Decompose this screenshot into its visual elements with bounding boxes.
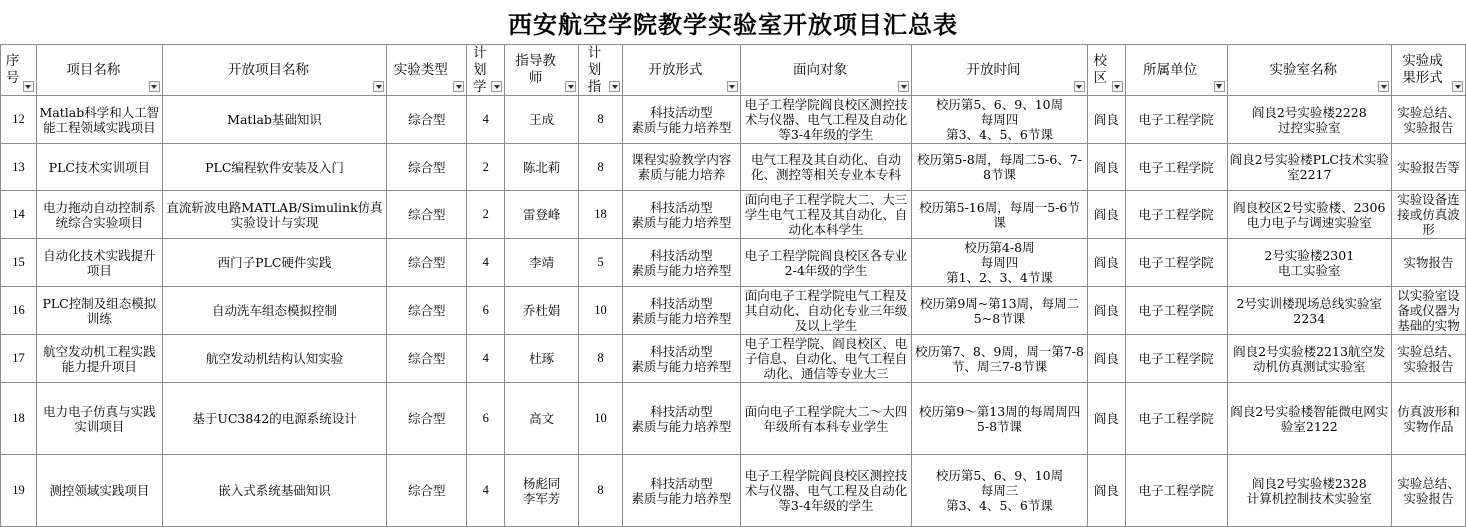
result-form: 实验设备连接或仿真波形 xyxy=(1397,192,1460,237)
department: 电子工程学院 xyxy=(1138,483,1214,498)
campus: 阎良 xyxy=(1093,411,1119,426)
filter-dropdown-icon[interactable] xyxy=(727,81,738,92)
instructor: 王成 xyxy=(529,112,555,127)
column-header-label: 开放时间 xyxy=(966,61,1021,78)
result-form-cell[interactable] xyxy=(1392,239,1466,287)
open-project-name: PLC编程软件安装及入门 xyxy=(205,159,344,175)
result-form: 实物报告 xyxy=(1403,255,1454,270)
project-name-cell[interactable] xyxy=(36,383,162,455)
project-name-cell[interactable] xyxy=(36,191,162,239)
open-project-name: 西门子PLC硬件实践 xyxy=(217,255,332,270)
open-time: 校历第5-8周，每周二5-6、7-8节课 xyxy=(917,152,1082,182)
planned-students-cell[interactable] xyxy=(579,287,623,335)
open-project-name-cell[interactable] xyxy=(162,96,387,144)
column-header xyxy=(36,45,162,96)
column-header xyxy=(1227,45,1392,96)
target-audience-cell[interactable] xyxy=(740,239,912,287)
result-form-cell[interactable] xyxy=(1392,96,1466,144)
row-number: 13 xyxy=(12,159,25,174)
column-header xyxy=(1392,45,1466,96)
planned-students-cell[interactable] xyxy=(579,96,623,144)
open-project-name-cell[interactable] xyxy=(162,335,387,383)
lab-type: 综合型 xyxy=(408,483,446,498)
open-time: 校历第4-8周 每周四 第1、2、3、4节课 xyxy=(946,240,1053,285)
open-time: 校历第9周~第13周，每周二5~8节课 xyxy=(919,295,1080,326)
instructor: 李靖 xyxy=(529,255,555,270)
column-header-label: 实验类型 xyxy=(393,61,448,78)
row-number-cell[interactable] xyxy=(1,383,37,455)
lab-name-cell[interactable] xyxy=(1227,335,1392,383)
open-project-name: 航空发动机结构认知实验 xyxy=(205,351,344,366)
result-form-cell[interactable] xyxy=(1392,335,1466,383)
open-form: 课程实验教学内容 素质与能力培养 xyxy=(631,152,732,182)
open-form-cell[interactable] xyxy=(623,191,741,239)
planned-students: 18 xyxy=(594,207,607,221)
planned-students-cell[interactable] xyxy=(579,239,623,287)
project-name: 测控领域实践项目 xyxy=(49,483,150,498)
filter-dropdown-icon[interactable] xyxy=(1452,81,1463,92)
target-audience-cell[interactable] xyxy=(740,455,912,527)
column-header-label: 开放项目名称 xyxy=(228,61,310,78)
open-project-name-cell[interactable] xyxy=(162,287,387,335)
target-audience: 面向电子工程学院大二、大三学生电气工程及其自动化、自动化本科学生 xyxy=(744,192,908,237)
open-form-cell[interactable] xyxy=(623,96,741,144)
lab-type-cell[interactable] xyxy=(387,383,467,455)
row-number-cell[interactable] xyxy=(1,335,37,383)
planned-hours-cell[interactable] xyxy=(467,455,505,527)
project-name: Matlab科学和人工智能工程领域实践项目 xyxy=(39,104,160,135)
planned-students-cell[interactable] xyxy=(579,335,623,383)
table-row xyxy=(1,383,1466,455)
row-number-cell[interactable] xyxy=(1,239,37,287)
open-form-cell[interactable] xyxy=(623,335,741,383)
planned-hours-cell[interactable] xyxy=(467,335,505,383)
planned-students: 10 xyxy=(594,411,607,425)
project-name-cell[interactable] xyxy=(36,144,162,191)
planned-students: 8 xyxy=(597,112,604,126)
target-audience: 电子工程学院、阎良校区、电子信息、自动化、电气工程自动化、通信等专业大三 xyxy=(744,336,908,381)
open-project-name-cell[interactable] xyxy=(162,191,387,239)
row-number-cell[interactable] xyxy=(1,191,37,239)
campus: 阎良 xyxy=(1093,303,1119,318)
department-cell[interactable] xyxy=(1125,144,1227,191)
lab-name: 阎良2号实验楼PLC技术实验室2217 xyxy=(1229,152,1389,182)
table-row xyxy=(1,96,1466,144)
open-time-cell[interactable] xyxy=(912,287,1088,335)
column-header-label: 序号 xyxy=(5,53,20,86)
lab-name: 阎良2号实验楼2328 计算机控制技术实验室 xyxy=(1246,475,1372,506)
department-cell[interactable] xyxy=(1125,191,1227,239)
table-row xyxy=(1,239,1466,287)
open-time-cell[interactable] xyxy=(912,144,1088,191)
instructor: 乔杜娟 xyxy=(522,303,561,318)
row-number: 19 xyxy=(12,483,25,497)
department-cell[interactable] xyxy=(1125,96,1227,144)
project-name: 自动化技术实践提升项目 xyxy=(43,247,156,278)
filter-dropdown-icon[interactable] xyxy=(453,81,464,92)
instructor-cell[interactable] xyxy=(505,191,579,239)
result-form: 以实验室设备或仪器为基础的实物 xyxy=(1397,288,1460,333)
project-name-cell[interactable] xyxy=(36,335,162,383)
column-header-label: 计划学 xyxy=(472,45,487,95)
table-row xyxy=(1,144,1466,191)
row-number-cell[interactable] xyxy=(1,96,37,144)
lab-name: 阎良2号实验楼智能微电网实验室2122 xyxy=(1230,403,1389,434)
lab-type-cell[interactable] xyxy=(387,455,467,527)
open-time-cell[interactable] xyxy=(912,96,1088,144)
column-header xyxy=(912,45,1088,96)
target-audience-cell[interactable] xyxy=(740,191,912,239)
open-project-name-cell[interactable] xyxy=(162,144,387,191)
planned-hours: 6 xyxy=(482,411,489,425)
campus: 阎良 xyxy=(1093,207,1119,222)
open-project-name: 基于UC3842的电源系统设计 xyxy=(192,411,357,426)
target-audience-cell[interactable] xyxy=(740,335,912,383)
planned-hours-cell[interactable] xyxy=(467,96,505,144)
lab-type-cell[interactable] xyxy=(387,96,467,144)
planned-students: 8 xyxy=(597,159,604,174)
result-form-cell[interactable] xyxy=(1392,191,1466,239)
open-form-cell[interactable] xyxy=(623,287,741,335)
lab-type-cell[interactable] xyxy=(387,335,467,383)
column-header xyxy=(1,45,37,96)
row-number: 17 xyxy=(12,351,25,365)
planned-hours-cell[interactable] xyxy=(467,383,505,455)
planned-students: 8 xyxy=(597,351,604,365)
target-audience: 面向电子工程学院大二～大四年级所有本科专业学生 xyxy=(744,403,908,434)
table-row xyxy=(1,287,1466,335)
filter-dropdown-icon[interactable] xyxy=(373,81,384,92)
open-form-cell[interactable] xyxy=(623,239,741,287)
result-form-cell[interactable] xyxy=(1392,383,1466,455)
open-form: 科技活动型 素质与能力培养型 xyxy=(631,343,732,374)
open-form: 科技活动型 素质与能力培养型 xyxy=(631,104,732,135)
lab-name: 阎良校区2号实验楼、2306电力电子与调速实验室 xyxy=(1233,199,1386,230)
open-time: 校历第5、6、9、10周 每周三 第3、4、5、6节课 xyxy=(935,468,1064,513)
column-header xyxy=(387,45,467,96)
target-audience-cell[interactable] xyxy=(740,96,912,144)
planned-students-cell[interactable] xyxy=(579,144,623,191)
department-cell[interactable] xyxy=(1125,287,1227,335)
result-form: 实验总结、实验报告 xyxy=(1397,475,1460,506)
row-number-cell[interactable] xyxy=(1,144,37,191)
filter-dropdown-icon[interactable] xyxy=(149,81,160,92)
target-audience-cell[interactable] xyxy=(740,287,912,335)
project-table xyxy=(0,44,1466,527)
lab-name: 阎良2号实验楼2228 过控实验室 xyxy=(1251,104,1367,135)
result-form-cell[interactable] xyxy=(1392,144,1466,191)
planned-hours-cell[interactable] xyxy=(467,239,505,287)
row-number: 18 xyxy=(12,411,25,425)
header-row xyxy=(1,45,1466,96)
department: 电子工程学院 xyxy=(1138,411,1214,426)
target-audience: 面向电子工程学院电气工程及其自动化、自动化专业三年级及以上学生 xyxy=(744,288,908,333)
instructor-cell[interactable] xyxy=(505,455,579,527)
column-header xyxy=(505,45,579,96)
column-header xyxy=(467,45,505,96)
campus: 阎良 xyxy=(1093,483,1119,498)
row-number: 12 xyxy=(12,112,25,126)
column-header-label: 实验室名称 xyxy=(1269,61,1338,78)
column-header-label: 指导教师 xyxy=(515,53,556,86)
department-cell[interactable] xyxy=(1125,335,1227,383)
project-name-cell[interactable] xyxy=(36,287,162,335)
open-time-cell[interactable] xyxy=(912,335,1088,383)
campus-cell[interactable] xyxy=(1087,335,1125,383)
open-form: 科技活动型 素质与能力培养型 xyxy=(631,403,732,434)
department: 电子工程学院 xyxy=(1138,255,1214,270)
open-time-cell[interactable] xyxy=(912,239,1088,287)
open-project-name: 直流斩波电路MATLAB/Simulink仿真实验设计与实现 xyxy=(166,199,383,230)
department: 电子工程学院 xyxy=(1138,303,1214,318)
filter-dropdown-icon[interactable] xyxy=(23,81,34,92)
result-form: 仿真波形和实物作品 xyxy=(1397,403,1460,434)
filter-dropdown-icon[interactable] xyxy=(898,81,909,92)
filter-dropdown-icon[interactable] xyxy=(609,81,620,92)
department-cell[interactable] xyxy=(1125,239,1227,287)
lab-type: 综合型 xyxy=(408,303,446,318)
planned-students: 5 xyxy=(597,255,604,269)
row-number: 14 xyxy=(12,207,25,221)
lab-name-cell[interactable] xyxy=(1227,383,1392,455)
open-form: 科技活动型 素质与能力培养型 xyxy=(631,247,732,278)
filter-dropdown-icon[interactable] xyxy=(1112,81,1123,92)
instructor: 高文 xyxy=(529,411,555,426)
column-header xyxy=(1125,45,1227,96)
campus: 阎良 xyxy=(1093,159,1119,175)
campus-cell[interactable] xyxy=(1087,96,1125,144)
planned-hours: 4 xyxy=(482,351,489,365)
open-time-cell[interactable] xyxy=(912,383,1088,455)
open-form-cell[interactable] xyxy=(623,144,741,191)
open-project-name-cell[interactable] xyxy=(162,383,387,455)
column-header-label: 计划指 xyxy=(587,45,602,95)
open-project-name: 嵌入式系统基础知识 xyxy=(218,483,331,498)
open-form: 科技活动型 素质与能力培养型 xyxy=(631,475,732,506)
filter-dropdown-icon[interactable] xyxy=(491,81,502,92)
lab-name-cell[interactable] xyxy=(1227,239,1392,287)
lab-type: 综合型 xyxy=(408,351,446,366)
instructor-cell[interactable] xyxy=(505,96,579,144)
lab-type: 综合型 xyxy=(408,411,446,426)
open-project-name-cell[interactable] xyxy=(162,455,387,527)
campus-cell[interactable] xyxy=(1087,191,1125,239)
column-header xyxy=(579,45,623,96)
lab-name-cell[interactable] xyxy=(1227,455,1392,527)
campus-cell[interactable] xyxy=(1087,383,1125,455)
column-header xyxy=(162,45,387,96)
planned-students-cell[interactable] xyxy=(579,383,623,455)
table-row xyxy=(1,335,1466,383)
open-form-cell[interactable] xyxy=(623,383,741,455)
filter-dropdown-icon[interactable] xyxy=(1074,81,1085,92)
instructor-cell[interactable] xyxy=(505,239,579,287)
open-form: 科技活动型 素质与能力培养型 xyxy=(631,199,732,230)
instructor-cell[interactable] xyxy=(505,383,579,455)
lab-name-cell[interactable] xyxy=(1227,287,1392,335)
result-form: 实验总结、实验报告 xyxy=(1397,104,1460,135)
column-header-label: 实验成果形式 xyxy=(1402,53,1443,86)
campus: 阎良 xyxy=(1093,351,1119,366)
planned-students-cell[interactable] xyxy=(579,455,623,527)
instructor: 雷登峰 xyxy=(522,207,561,222)
open-form: 科技活动型 素质与能力培养型 xyxy=(631,295,732,326)
open-time: 校历第5、6、9、10周 每周四 第3、4、5、6节课 xyxy=(935,97,1064,142)
table-row xyxy=(1,455,1466,527)
campus-cell[interactable] xyxy=(1087,287,1125,335)
planned-students: 10 xyxy=(594,303,607,317)
campus-cell[interactable] xyxy=(1087,239,1125,287)
row-number: 16 xyxy=(12,303,25,317)
planned-hours: 4 xyxy=(482,255,489,269)
lab-name-cell[interactable] xyxy=(1227,191,1392,239)
lab-name: 2号实验楼2301 电工实验室 xyxy=(1264,247,1355,278)
lab-name: 2号实训楼现场总线实验室2234 xyxy=(1236,295,1383,326)
lab-type: 综合型 xyxy=(408,207,446,222)
instructor: 陈北莉 xyxy=(522,159,561,175)
open-project-name-cell[interactable] xyxy=(162,239,387,287)
project-name-cell[interactable] xyxy=(36,455,162,527)
column-header-label: 校区 xyxy=(1093,53,1107,86)
open-time-cell[interactable] xyxy=(912,191,1088,239)
filter-dropdown-icon[interactable] xyxy=(1378,81,1389,92)
column-header-label: 面向对象 xyxy=(792,61,847,78)
department: 电子工程学院 xyxy=(1138,351,1214,366)
target-audience-cell[interactable] xyxy=(740,383,912,455)
target-audience: 电子工程学院阎良校区测控技术与仪器、电气工程及自动化等3-4年级的学生 xyxy=(744,468,908,513)
planned-hours-cell[interactable] xyxy=(467,287,505,335)
department-cell[interactable] xyxy=(1125,383,1227,455)
planned-students-cell[interactable] xyxy=(579,191,623,239)
instructor-cell[interactable] xyxy=(505,287,579,335)
open-time-cell[interactable] xyxy=(912,455,1088,527)
target-audience: 电子工程学院阎良校区测控技术与仪器、电气工程及自动化等3-4年级的学生 xyxy=(744,97,908,142)
lab-type: 综合型 xyxy=(408,255,446,270)
project-name: PLC控制及组态模拟训练 xyxy=(42,295,157,326)
project-name-cell[interactable] xyxy=(36,239,162,287)
result-form-cell[interactable] xyxy=(1392,455,1466,527)
lab-name: 阎良2号实验楼2213航空发动机仿真测试实验室 xyxy=(1233,343,1386,374)
row-number-cell[interactable] xyxy=(1,287,37,335)
department: 电子工程学院 xyxy=(1138,112,1214,127)
lab-name-cell[interactable] xyxy=(1227,96,1392,144)
column-header xyxy=(623,45,741,96)
lab-type-cell[interactable] xyxy=(387,239,467,287)
lab-type: 综合型 xyxy=(408,159,446,175)
lab-type-cell[interactable] xyxy=(387,191,467,239)
planned-hours-cell[interactable] xyxy=(467,144,505,191)
column-header-label: 所属单位 xyxy=(1143,61,1198,78)
result-form: 实验总结、实验报告 xyxy=(1397,343,1460,374)
row-number: 15 xyxy=(12,255,25,269)
open-time: 校历第9～第13周的每周周四5-8节课 xyxy=(918,403,1081,434)
lab-type: 综合型 xyxy=(408,112,446,127)
open-time: 校历第7、8、9周，周一第7-8节、周三7-8节课 xyxy=(914,343,1084,374)
planned-hours-cell[interactable] xyxy=(467,191,505,239)
open-project-name: Matlab基础知识 xyxy=(227,112,322,127)
column-header-label: 开放形式 xyxy=(648,61,703,78)
target-audience: 电气工程及其自动化、自动化、测控等相关专业本专科 xyxy=(750,152,901,182)
campus-cell[interactable] xyxy=(1087,455,1125,527)
instructor: 杨彪同 李军芳 xyxy=(522,475,561,506)
project-name: 航空发动机工程实践能力提升项目 xyxy=(43,343,156,374)
lab-name-cell[interactable] xyxy=(1227,144,1392,191)
open-project-name: 自动洗车组态模拟控制 xyxy=(212,303,338,318)
lab-type-cell[interactable] xyxy=(387,287,467,335)
project-name: 电力拖动自动控制系统综合实验项目 xyxy=(43,199,156,230)
project-name-cell[interactable] xyxy=(36,96,162,144)
column-header xyxy=(740,45,912,96)
department: 电子工程学院 xyxy=(1138,159,1214,175)
sheet-title: 西安航空学院教学实验室开放项目汇总表 xyxy=(508,9,958,39)
instructor-cell[interactable] xyxy=(505,335,579,383)
table-row xyxy=(1,191,1466,239)
result-form-cell[interactable] xyxy=(1392,287,1466,335)
campus: 阎良 xyxy=(1093,112,1119,127)
campus: 阎良 xyxy=(1093,255,1119,270)
project-name: 电力电子仿真与实践实训项目 xyxy=(43,403,156,434)
result-form: 实验报告等 xyxy=(1397,159,1460,175)
column-header xyxy=(1087,45,1125,96)
campus-cell[interactable] xyxy=(1087,144,1125,191)
column-header-label: 项目名称 xyxy=(66,61,121,78)
filter-active-icon[interactable] xyxy=(1214,81,1225,92)
target-audience-cell[interactable] xyxy=(740,144,912,191)
planned-hours: 4 xyxy=(482,112,489,126)
instructor: 杜琢 xyxy=(529,351,555,366)
target-audience: 电子工程学院阎良校区各专业2-4年级的学生 xyxy=(744,247,908,278)
open-time: 校历第5-16周，每周一5-6节课 xyxy=(919,199,1080,230)
planned-hours: 4 xyxy=(482,483,489,497)
department: 电子工程学院 xyxy=(1138,207,1214,222)
planned-students: 8 xyxy=(597,483,604,497)
row-number-cell[interactable] xyxy=(1,455,37,527)
department-cell[interactable] xyxy=(1125,455,1227,527)
lab-type-cell[interactable] xyxy=(387,144,467,191)
instructor-cell[interactable] xyxy=(505,144,579,191)
planned-hours: 2 xyxy=(482,159,489,174)
filter-dropdown-icon[interactable] xyxy=(565,81,576,92)
open-form-cell[interactable] xyxy=(623,455,741,527)
project-name: PLC技术实训项目 xyxy=(48,159,150,175)
planned-hours: 6 xyxy=(482,303,489,317)
planned-hours: 2 xyxy=(482,207,489,221)
